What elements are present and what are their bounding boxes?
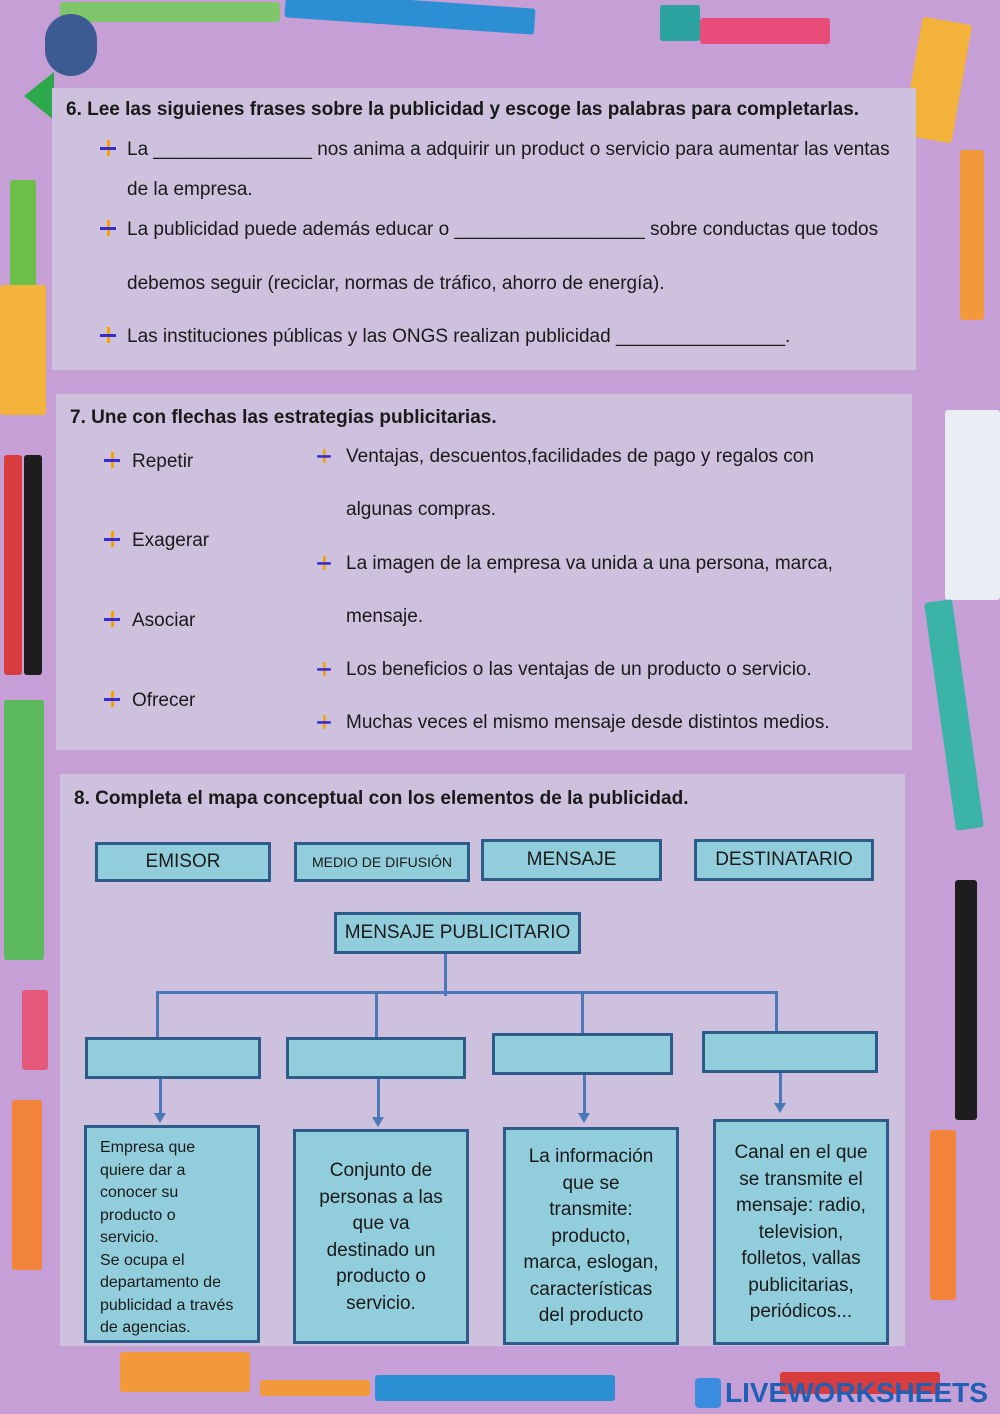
pencil-top-right-icon <box>700 18 830 44</box>
pencil-left-2-icon <box>4 455 22 675</box>
pencil-left-5-icon <box>22 990 48 1070</box>
option-emisor[interactable]: EMISOR <box>95 842 271 882</box>
description-medio: Canal en el que se transmite el mensaje: radio, television, folletos, vallas publicitarias, periódicos... <box>713 1119 889 1345</box>
connector-drop-4 <box>775 991 778 1031</box>
section-7-title: 7. Une con flechas las estrategias publicitarias. <box>70 407 497 428</box>
fill-blank-1-cont: de la empresa. <box>127 179 253 200</box>
arrow-stem-4 <box>779 1073 782 1105</box>
drop-box-2[interactable] <box>286 1037 466 1079</box>
arrow-down-icon <box>774 1103 786 1113</box>
drop-box-1[interactable] <box>85 1037 261 1079</box>
pencil-right-4-icon <box>930 1130 956 1300</box>
connector-drop-3 <box>581 991 584 1033</box>
liveworksheets-logo <box>695 1376 988 1410</box>
definition-ofrecer[interactable]: Ventajas, descuentos,facilidades de pago y regalos con <box>346 446 814 467</box>
arrow-stem-3 <box>583 1075 586 1115</box>
bullet-icon <box>104 452 120 468</box>
option-medio-de-difusion[interactable]: MEDIO DE DIFUSIÓN <box>294 842 470 882</box>
option-destinatario[interactable]: DESTINATARIO <box>694 839 874 881</box>
strategy-repetir[interactable]: Repetir <box>132 451 194 472</box>
strategy-asociar[interactable]: Asociar <box>132 610 196 631</box>
bullet-icon <box>317 715 331 729</box>
drop-box-4[interactable] <box>702 1031 878 1073</box>
fill-blank-1: La _______________ nos anima a adquirir un product o servicio para aumentar las ventas <box>127 139 890 160</box>
bullet-icon <box>100 327 116 343</box>
fill-blank-3: Las instituciones públicas y las ONGS realizan publicidad ________________. <box>127 326 791 347</box>
arrow-down-icon <box>154 1113 166 1123</box>
logo-icon <box>695 1378 721 1408</box>
fill-blank-2-cont: debemos seguir (reciclar, normas de tráfico, ahorro de energía). <box>127 273 665 294</box>
bullet-icon <box>100 140 116 156</box>
pencil-bottom-3-icon <box>375 1375 615 1401</box>
connector-drop-1 <box>156 991 159 1037</box>
section-8-title: 8. Completa el mapa conceptual con los elementos de la publicidad. <box>74 788 689 809</box>
bullet-icon <box>100 220 116 236</box>
definition-repetir[interactable]: Muchas veces el mismo mensaje desde distintos medios. <box>346 712 830 733</box>
notepad-right-icon <box>945 410 1000 600</box>
root-mensaje-publicitario: MENSAJE PUBLICITARIO <box>334 912 581 954</box>
connector-drop-2 <box>375 991 378 1037</box>
avatar <box>45 14 97 76</box>
strategy-exagerar[interactable]: Exagerar <box>132 530 210 551</box>
section-6-title: 6. Lee las siguienes frases sobre la publicidad y escoge las palabras para completarlas. <box>66 99 860 120</box>
arrow-stem-2 <box>377 1079 380 1119</box>
bullet-icon <box>104 531 120 547</box>
pencil-left-6-icon <box>12 1100 42 1270</box>
bullet-icon <box>317 556 331 570</box>
green-arrow-icon <box>24 72 54 120</box>
pencil-left-1-icon <box>10 180 36 290</box>
definition-asociar-cont: mensaje. <box>346 606 424 627</box>
pencil-right-2-icon <box>924 599 984 831</box>
pencil-bottom-2-icon <box>260 1380 370 1396</box>
drop-box-3[interactable] <box>492 1033 673 1075</box>
description-emisor: Empresa que quiere dar a conocer su producto o servicio. Se ocupa el departamento de publicidad a través de agencias. <box>84 1125 260 1343</box>
definition-exagerar[interactable]: Los beneficios o las ventajas de un producto o servicio. <box>346 659 812 680</box>
pencil-right-1-icon <box>960 150 984 320</box>
definition-asociar[interactable]: La imagen de la empresa va unida a una persona, marca, <box>346 553 833 574</box>
option-mensaje[interactable]: MENSAJE <box>481 839 662 881</box>
pencil-left-4-icon <box>4 700 44 960</box>
pencil-bottom-1-icon <box>120 1352 250 1392</box>
connector-root-down <box>444 954 447 996</box>
connector-horizontal <box>156 991 778 994</box>
pencil-right-3-icon <box>955 880 977 1120</box>
fill-blank-2: La publicidad puede además educar o __________________ sobre conductas que todos <box>127 219 879 240</box>
pencil-left-3-icon <box>24 455 42 675</box>
arrow-down-icon <box>372 1117 384 1127</box>
bullet-icon <box>317 662 331 676</box>
arrow-down-icon <box>578 1113 590 1123</box>
folder-left-icon <box>0 285 46 415</box>
description-mensaje: La información que se transmite: producto, marca, eslogan, características del producto <box>503 1127 679 1345</box>
logo-text: LIVEWORKSHEETS <box>725 1377 988 1408</box>
sharpener-top-icon <box>660 5 700 41</box>
pencil-top-left-icon <box>60 2 280 22</box>
bullet-icon <box>104 691 120 707</box>
strategy-ofrecer[interactable]: Ofrecer <box>132 690 196 711</box>
description-destinatario: Conjunto de personas a las que va destinado un producto o servicio. <box>293 1129 469 1344</box>
bullet-icon <box>317 449 331 463</box>
definition-ofrecer-cont: algunas compras. <box>346 499 496 520</box>
arrow-stem-1 <box>159 1079 162 1115</box>
pencil-top-blue-icon <box>284 0 535 35</box>
bullet-icon <box>104 611 120 627</box>
